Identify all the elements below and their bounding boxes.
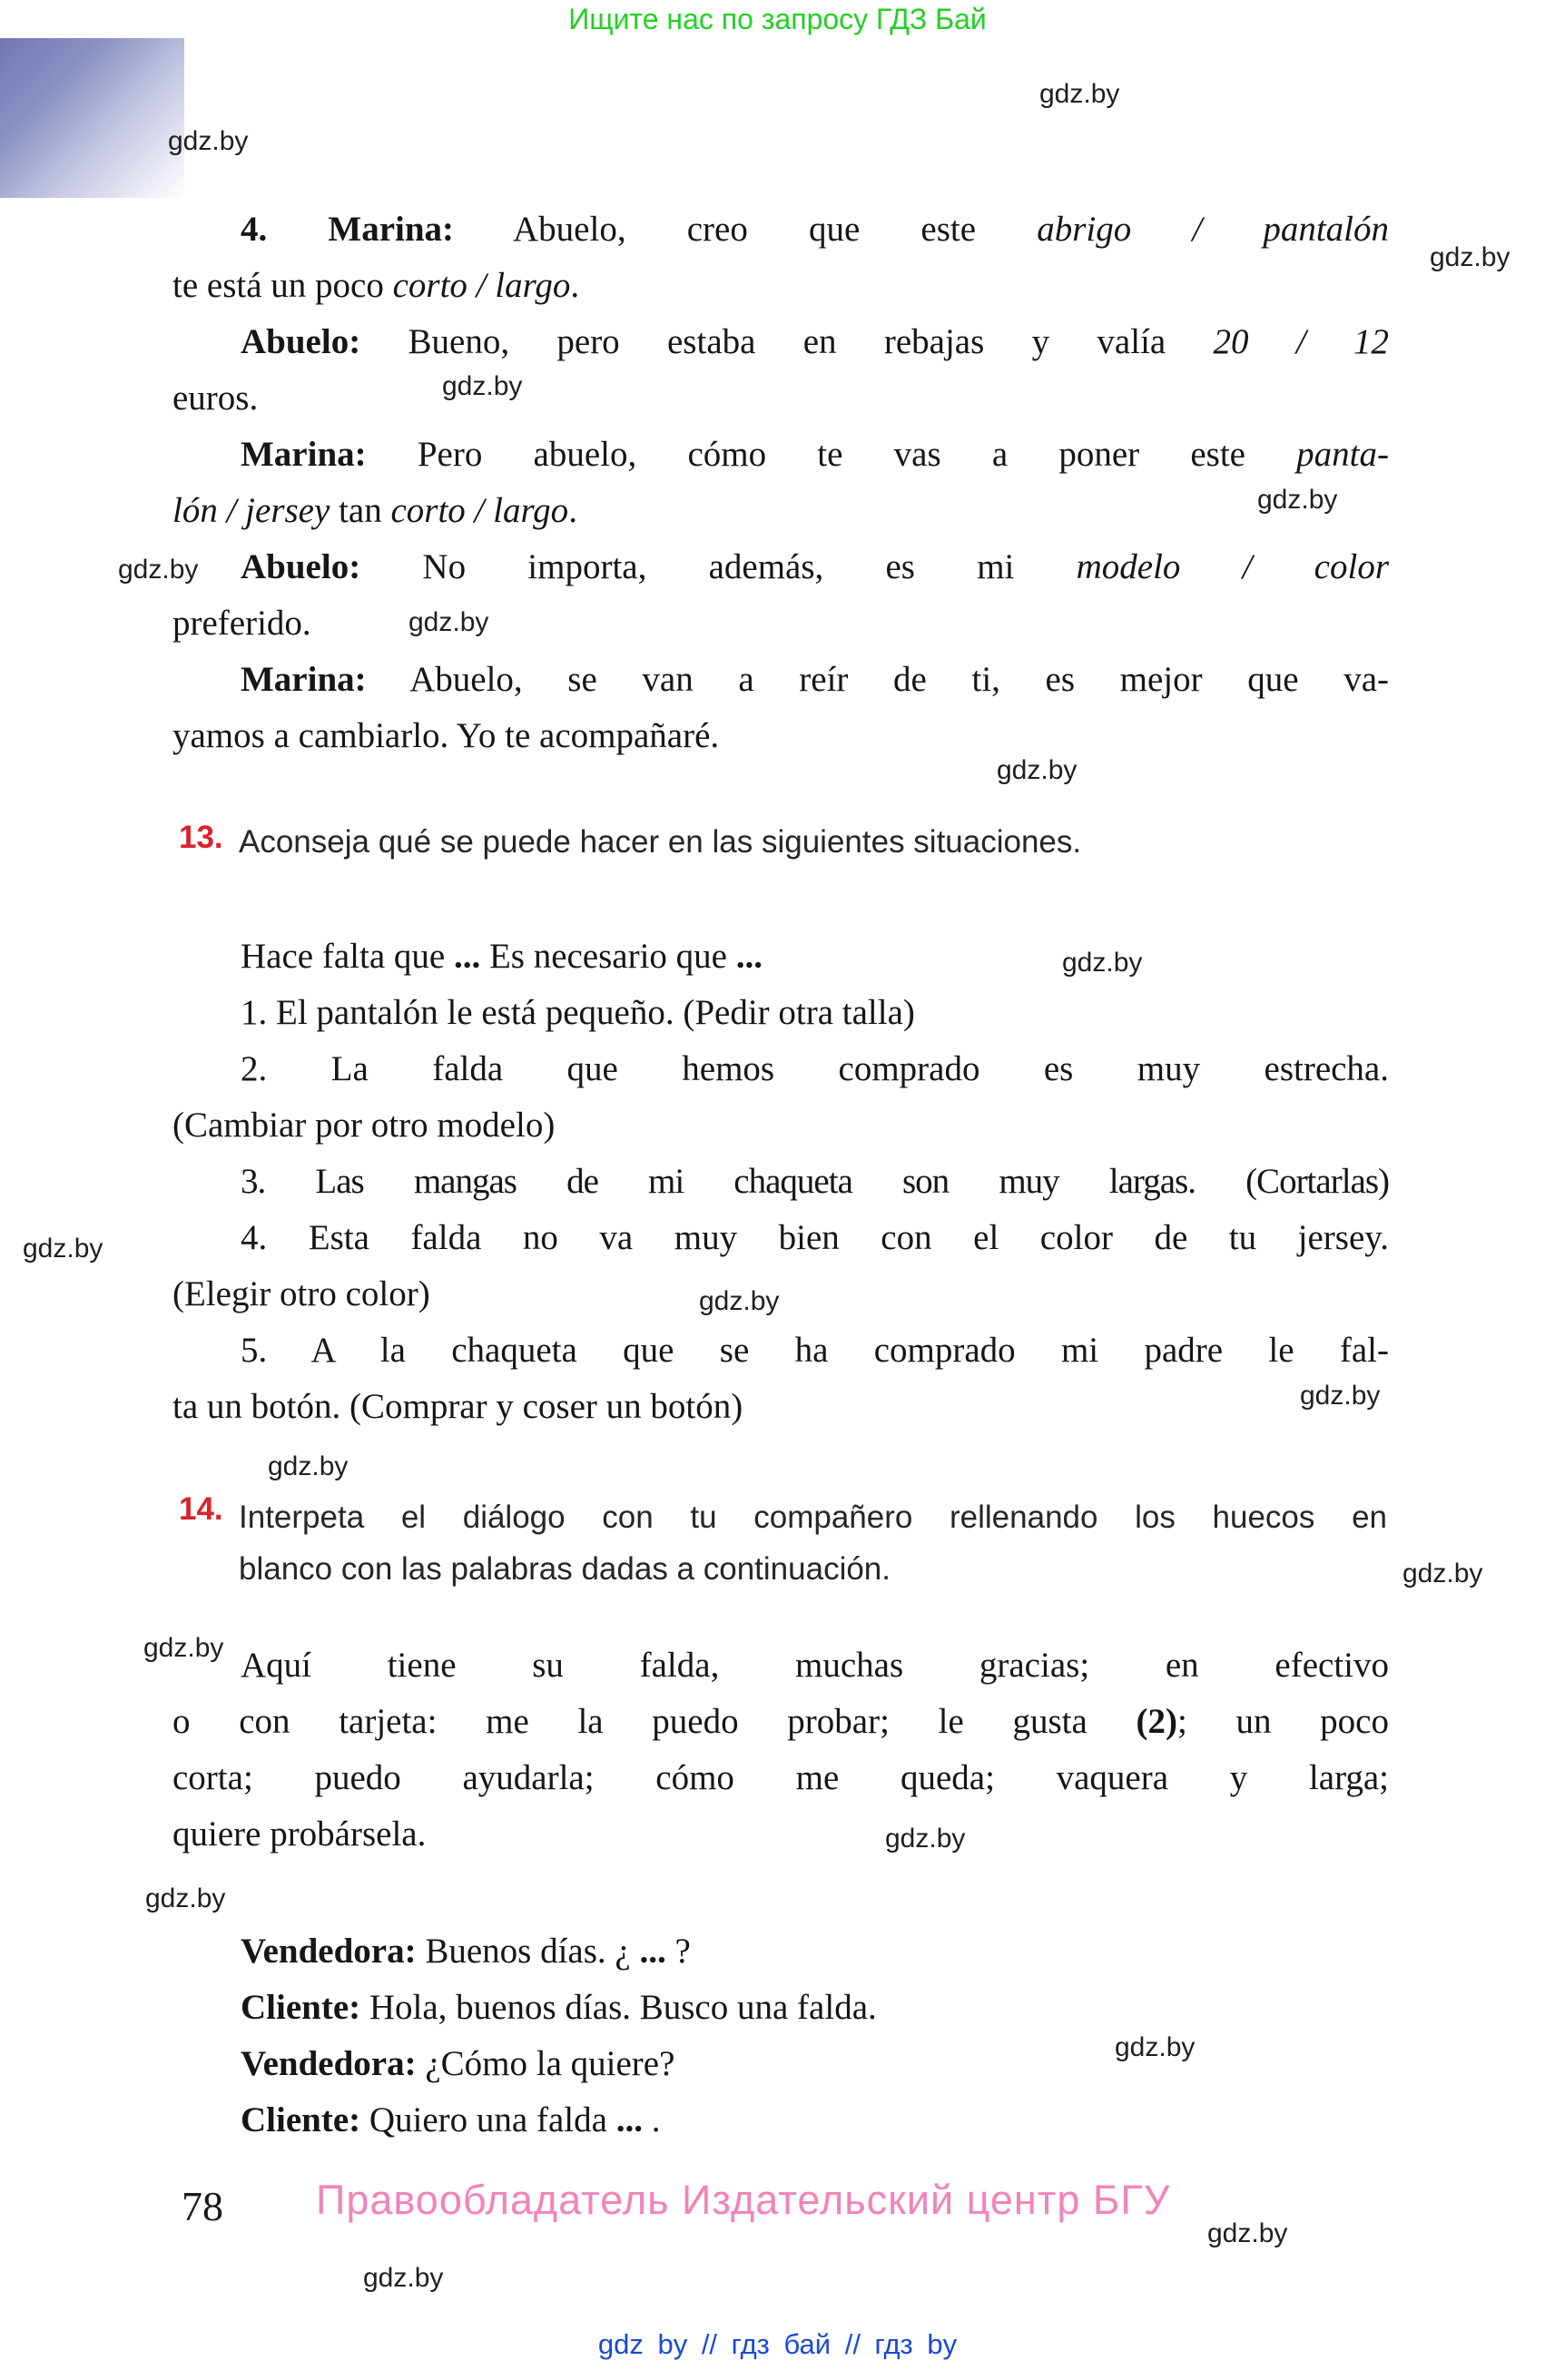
- text-line: Cliente: Quiero una falda ... .: [241, 2100, 661, 2139]
- exercise13-heading: [179, 820, 1387, 865]
- text-line: Marina: Pero abuelo, cómo te vas a poner este panta-: [241, 435, 1389, 474]
- gdz-watermark: gdz.by: [997, 755, 1078, 785]
- text-line: 2. La falda que hemos comprado es muy estrecha.: [241, 1049, 1389, 1088]
- gdz-watermark: gdz.by: [145, 1883, 226, 1913]
- blue-gradient-decoration: [0, 38, 184, 198]
- gdz-watermark: gdz.by: [885, 1824, 966, 1854]
- text-line: 1. El pantalón le está pequeño. (Pedir otra talla): [241, 993, 915, 1032]
- text-line: Vendedora: ¿Cómo la quiere?: [241, 2044, 675, 2083]
- text-line: 5. A la chaqueta que se ha comprado mi padre le fal-: [241, 1331, 1389, 1370]
- text-line: Cliente: Hola, buenos días. Busco una falda.: [241, 1988, 877, 2027]
- promo-banner: Ищите нас по запросу ГДЗ Бай: [568, 3, 987, 35]
- footer-links[interactable]: gdz by // гдз бай // гдз by: [597, 2328, 958, 2360]
- text-line: Aquí tiene su falda, muchas gracias; en efectivo: [241, 1646, 1389, 1685]
- text-line: Abuelo: No importa, además, es mi modelo / color: [241, 547, 1390, 586]
- gdz-watermark: gdz.by: [1402, 1559, 1483, 1588]
- exercise14-heading: [179, 1491, 1387, 1595]
- text-line: lón / jersey tan corto / largo.: [172, 491, 577, 530]
- exercise14-instruction-line2: blanco con las palabras dadas a continuación.: [239, 1551, 891, 1587]
- text-line: Vendedora: Buenos días. ¿ ... ?: [241, 1932, 691, 1971]
- text-line: (Elegir otro color): [172, 1274, 430, 1313]
- exercise14-instruction-line1: Interpeta el diálogo con tu compañero rellenando los huecos en: [239, 1500, 1387, 1535]
- text-line: preferido.: [172, 604, 311, 643]
- copyright-notice: Правообладатель Издательский центр БГУ: [316, 2177, 1171, 2223]
- word-bank-block: [172, 1637, 1389, 1863]
- shop-dialogue-block: [172, 1923, 1389, 2149]
- gdz-watermark: gdz.by: [1207, 2218, 1288, 2248]
- text-line: Marina: Abuelo, se van a reír de ti, es mejor que va-: [241, 660, 1389, 699]
- gdz-watermark: gdz.by: [1062, 948, 1143, 978]
- gdz-watermark: gdz.by: [363, 2263, 444, 2293]
- exercise13-instruction: Aconseja qué se puede hacer en las siguientes situaciones.: [239, 824, 1082, 860]
- gdz-watermark: gdz.by: [1039, 79, 1120, 109]
- text-line: o con tarjeta: me la puedo probar; le gusta (2); un poco: [172, 1702, 1389, 1741]
- exercise14-number: 14.: [179, 1491, 223, 1527]
- gdz-watermark: gdz.by: [1430, 242, 1511, 272]
- gdz-watermark: gdz.by: [268, 1451, 349, 1481]
- exercise4-dialogue-block: [172, 202, 1389, 764]
- text-line: Hace falta que ... Es necesario que ...: [241, 937, 763, 976]
- text-line: 3. Las mangas de mi chaqueta son muy largas. (Cortarlas): [241, 1162, 1389, 1201]
- gdz-watermark: gdz.by: [442, 371, 523, 401]
- text-line: 4. Esta falda no va muy bien con el color de tu jersey.: [241, 1218, 1389, 1257]
- gdz-watermark: gdz.by: [23, 1234, 103, 1264]
- gdz-watermark: gdz.by: [1300, 1381, 1381, 1411]
- exercise13-items-block: [172, 929, 1389, 1435]
- gdz-watermark: gdz.by: [699, 1286, 780, 1316]
- exercise13-number: 13.: [179, 820, 223, 855]
- text-line: corta; puedo ayudarla; cómo me queda; vaquera y larga;: [172, 1758, 1389, 1797]
- text-line: quiere probársela.: [172, 1815, 427, 1854]
- text-line: (Cambiar por otro modelo): [172, 1106, 556, 1145]
- gdz-watermark: gdz.by: [1115, 2032, 1196, 2062]
- gdz-watermark: gdz.by: [143, 1633, 224, 1663]
- page-number: 78: [182, 2183, 223, 2229]
- text-line: te está un poco corto / largo.: [172, 266, 580, 305]
- text-line: yamos a cambiarlo. Yo te acompañaré.: [172, 716, 720, 755]
- text-line: Abuelo: Bueno, pero estaba en rebajas y valía 20 / 12: [241, 322, 1389, 361]
- text-line: euros.: [172, 379, 259, 418]
- text-line: 4. Marina: Abuelo, creo que este abrigo / pantalón: [241, 210, 1389, 249]
- gdz-watermark: gdz.by: [408, 607, 489, 637]
- gdz-watermark: gdz.by: [118, 555, 199, 585]
- gdz-watermark: gdz.by: [1257, 485, 1338, 515]
- gdz-watermark: gdz.by: [168, 126, 249, 156]
- text-line: ta un botón. (Comprar y coser un botón): [172, 1387, 743, 1426]
